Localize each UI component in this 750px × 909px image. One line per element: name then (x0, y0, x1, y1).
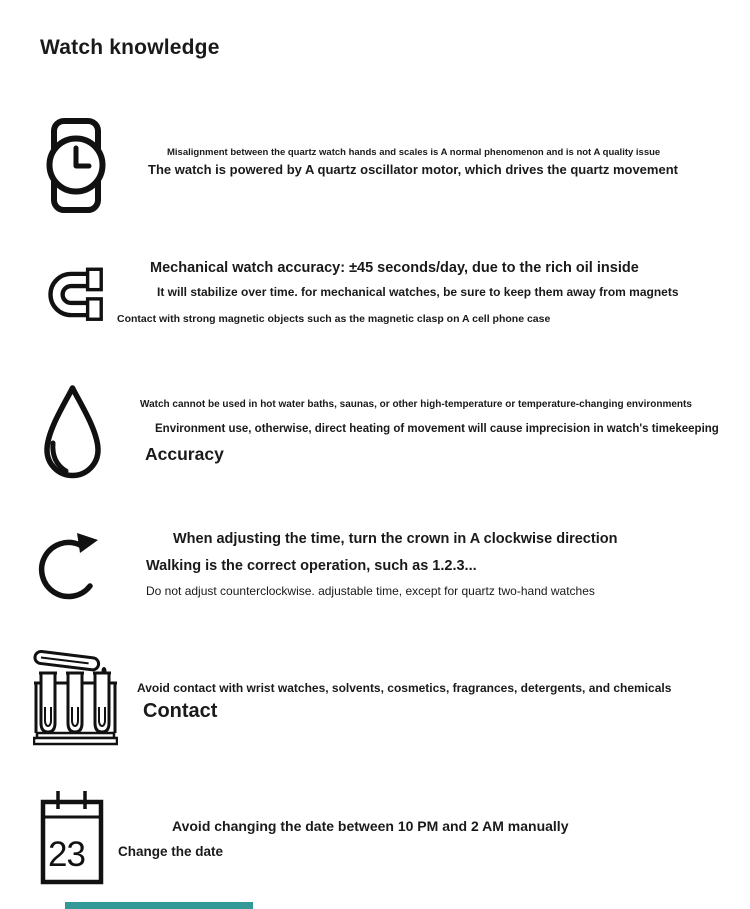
accuracy-heading: Accuracy (145, 444, 224, 464)
temperature-note-text: Watch cannot be used in hot water baths, saunas, or other high-temperature or temperature-changing environments (140, 399, 692, 410)
accent-bar (65, 902, 253, 909)
calendar-icon (40, 788, 104, 886)
quartz-main-text: The watch is powered by A quartz oscillator motor, which drives the quartz movement (148, 162, 678, 177)
magnet-title-text: Mechanical watch accuracy: ±45 seconds/day, due to the rich oil inside (150, 260, 639, 276)
magnet-sub-text: It will stabilize over time. for mechanical watches, be sure to keep them away from magnets (157, 285, 679, 299)
wristwatch-icon (45, 117, 107, 214)
chemicals-note-text: Avoid contact with wrist watches, solvents, cosmetics, fragrances, detergents, and chemicals (137, 681, 672, 695)
water-drop-icon (39, 383, 106, 480)
test-tubes-icon (33, 643, 118, 746)
quartz-note-text: Misalignment between the quartz watch hands and scales is A normal phenomenon and is not A quality issue (167, 147, 661, 158)
temperature-sub-text: Environment use, otherwise, direct heating of movement will cause imprecision in watch's timekeeping (155, 423, 719, 435)
crown-note-text: Do not adjust counterclockwise. adjustable time, except for quartz two-hand watches (146, 584, 595, 598)
magnet-note-text: Contact with strong magnetic objects such as the magnetic clasp on A cell phone case (117, 313, 551, 325)
crown-sub-text: Walking is the correct operation, such as 1.2.3... (146, 558, 477, 574)
date-sub-text: Change the date (118, 844, 224, 859)
calendar-date-text: 23 (48, 835, 85, 874)
page-title: Watch knowledge (40, 36, 220, 59)
clockwise-arrow-icon (37, 523, 109, 603)
contact-heading: Contact (143, 700, 218, 722)
crown-title-text: When adjusting the time, turn the crown in A clockwise direction (173, 531, 618, 547)
date-title-text: Avoid changing the date between 10 PM and 2 AM manually (172, 818, 569, 834)
magnet-icon (42, 266, 108, 323)
